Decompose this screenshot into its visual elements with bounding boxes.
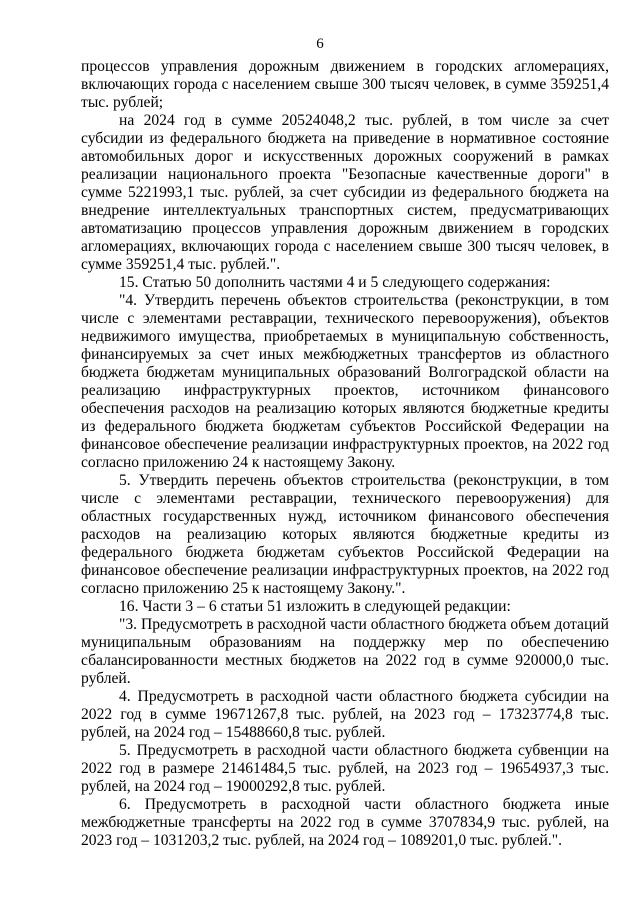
paragraph-part-3-dotations: "3. Предусмотреть в расходной части областного бюджета объем дотаций муниципальным образованиям на поддержку мер по обеспечению сбалансированности местных бюджетов на 2022 год в сумме 920000,0 тыс. рублей. [81,616,609,687]
paragraph-2024-budget: на 2024 год в сумме 20524048,2 тыс. рублей, в том числе за счет субсидии из федерального бюджета на приведение в нормативное состояние автомобильных дорог и искусственных дорожных сооружений в рамках реализации национального проекта "Безопасные качественные дороги" в сумме 5221993,1 тыс. рублей, за счет субсидии из федерального бюджета на внедрение интеллектуальных транспортных систем, предусматривающих автоматизацию процессов управления дорожным движением в городских агломерациях, включающих города с населением свыше 300 тысяч человек, в сумме 359251,4 тыс. рублей.". [81,112,609,273]
paragraph-item-15: 15. Статью 50 дополнить частями 4 и 5 следующего содержания: [119,274,551,291]
paragraph-part-5: 5. Утвердить перечень объектов строительства (реконструкции, в том числе с элементами реставрации, технического перевооружения) для областных государственных нужд, источником финансового обеспечения расходов на реализацию которых являются бюджетные кредиты из федерального бюджета бюджетам субъектов Российской Федерации на финансовое обеспечение реализации инфраструктурных проектов, на 2022 год согласно приложению 25 к настоящему Закону.". [81,472,609,597]
paragraph-continuation: процессов управления дорожным движением в городских агломерациях, включающих города с населением свыше 300 тысяч человек, в сумме 359251,4 тыс. рублей; [81,58,609,111]
paragraph-item-16: 16. Части 3 – 6 статьи 51 изложить в следующей редакции: [119,598,511,615]
paragraph-part-6-transfers: 6. Предусмотреть в расходной части областного бюджета иные межбюджетные трансферты на 2022 год в сумме 3707834,9 тыс. рублей, на 2023 год – 1031203,2 тыс. рублей, на 2024 год – 1089201,0 тыс. рублей.". [81,796,609,849]
paragraph-part-4: "4. Утвердить перечень объектов строительства (реконструкции, в том числе с элементами реставрации, технического перевооружения), объектов недвижимого имущества, приобретаемых в муниципальную собственность, финансируемых за счет иных межбюджетных трансфертов из областного бюджета бюджетам муниципальных образований Волгоградской области на реализацию инфраструктурных проектов, источником финансового обеспечения расходов на реализацию которых являются бюджетные кредиты из федерального бюджета бюджетам субъектов Российской Федерации на финансовое обеспечение реализации инфраструктурных проектов, на 2022 год согласно приложению 24 к настоящему Закону. [81,292,609,471]
page-number: 6 [316,36,324,52]
body-text [81,58,609,850]
paragraph-part-4-subsidies: 4. Предусмотреть в расходной части областного бюджета субсидии на 2022 год в сумме 19671267,8 тыс. рублей, на 2023 год – 17323774,8 тыс. рублей, на 2024 год – 15488660,8 тыс. рублей. [81,688,609,741]
paragraph-part-5-subventions: 5. Предусмотреть в расходной части областного бюджета субвенции на 2022 год в размере 21461484,5 тыс. рублей, на 2023 год – 19654937,3 тыс. рублей, на 2024 год – 19000292,8 тыс. рублей. [81,742,609,795]
